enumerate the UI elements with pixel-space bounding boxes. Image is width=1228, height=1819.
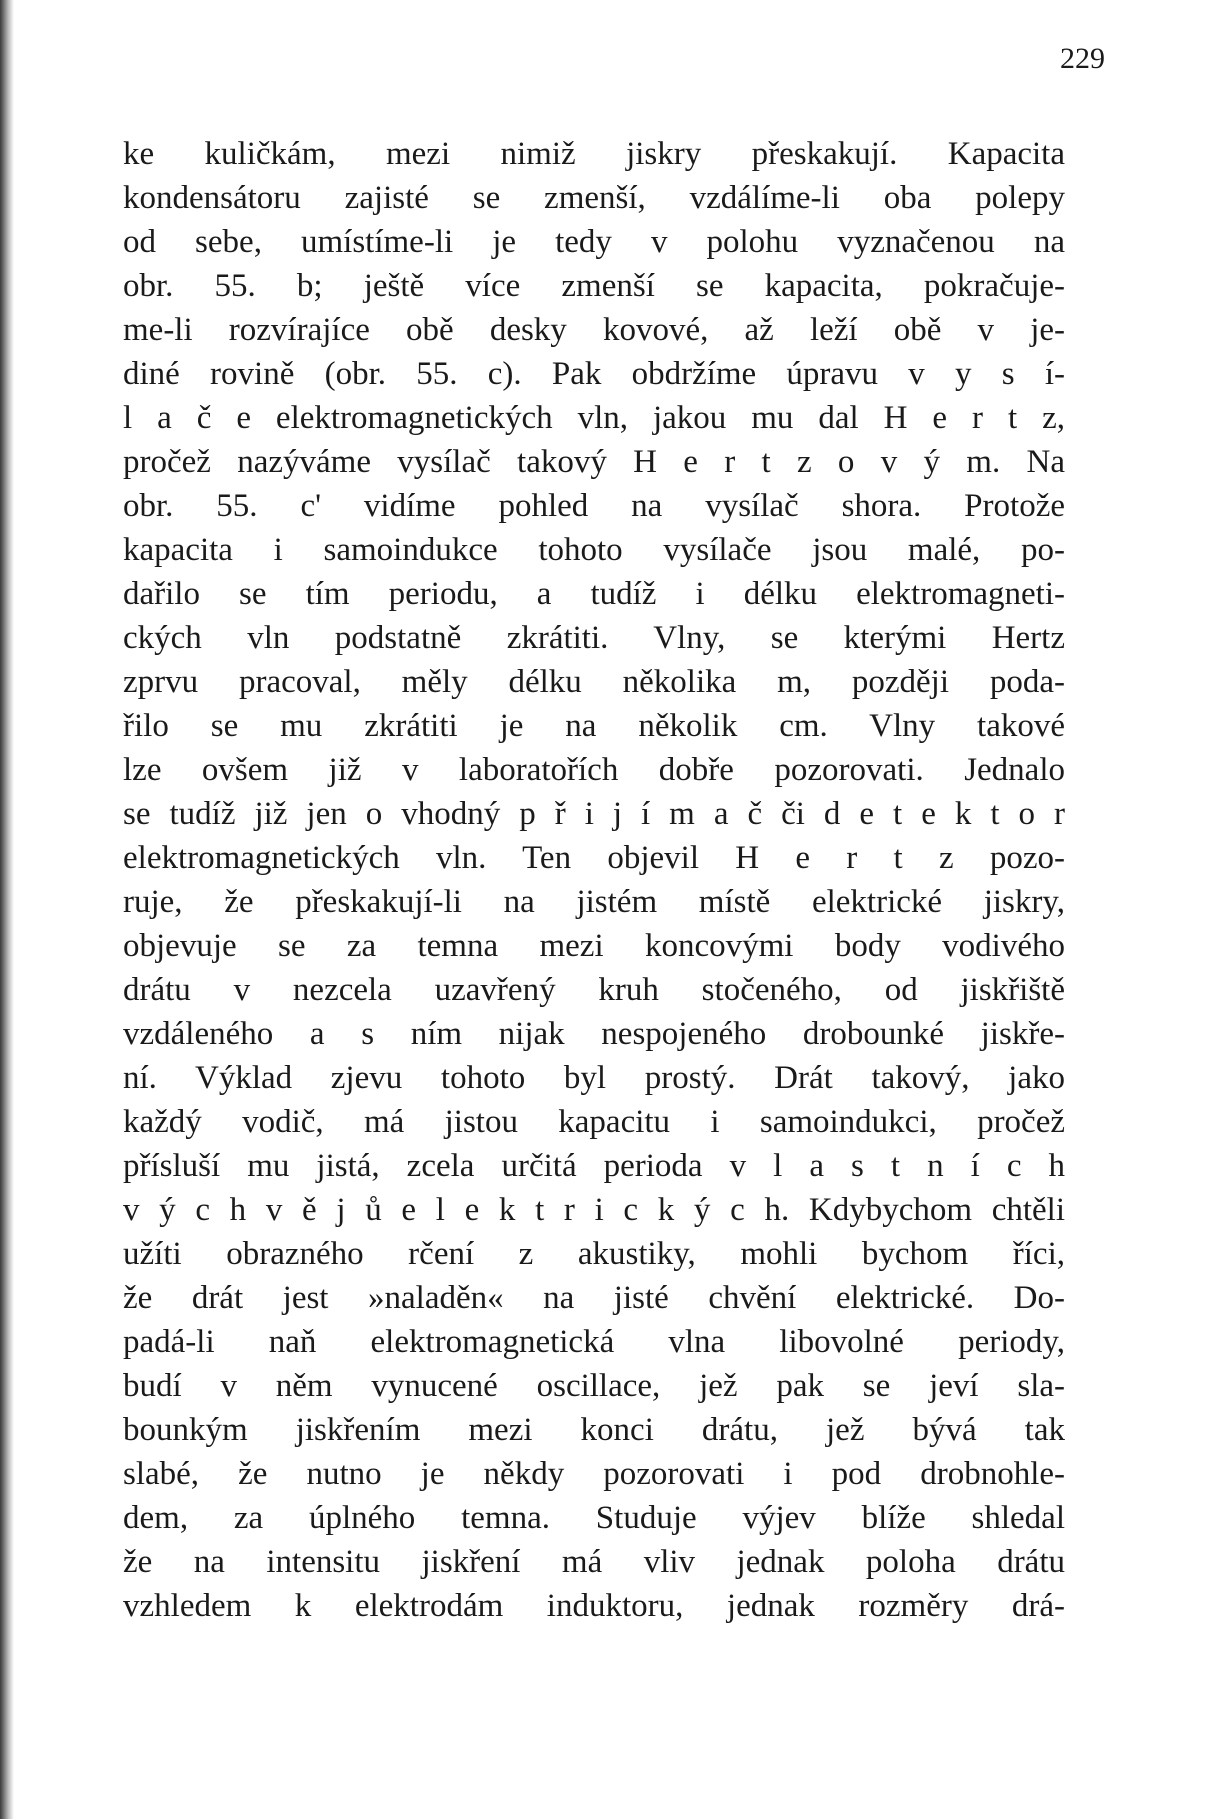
text-line: od sebe, umístíme-li je tedy v polohu vyznačenou na bbox=[123, 224, 1065, 260]
text-line: ke kuličkám, mezi nimiž jiskry přeskakují. Kapacita bbox=[123, 136, 1065, 172]
text-line: kondensátoru zajisté se zmenší, vzdálíme-li oba polepy bbox=[123, 180, 1065, 216]
text-line: užíti obrazného rčení z akustiky, mohli bychom říci, bbox=[123, 1236, 1065, 1272]
text-line: že drát jest »naladěn« na jisté chvění elektrické. Do- bbox=[123, 1280, 1065, 1316]
text-line: obr. 55. b; ještě více zmenší se kapacita, pokračuje- bbox=[123, 268, 1065, 304]
text-line: že na intensitu jiskření má vliv jednak poloha drátu bbox=[123, 1544, 1065, 1580]
text-line: dem, za úplného temna. Studuje výjev blíže shledal bbox=[123, 1500, 1065, 1536]
text-line: drátu v nezcela uzavřený kruh stočeného, od jiskřiště bbox=[123, 972, 1065, 1008]
text-line: ckých vln podstatně zkrátiti. Vlny, se kterými Hertz bbox=[123, 620, 1065, 656]
text-line: přísluší mu jistá, zcela určitá perioda v l a s t n í c h bbox=[123, 1148, 1065, 1184]
text-line: me-li rozvírajíce obě desky kovové, až leží obě v je- bbox=[123, 312, 1065, 348]
text-line: diné rovině (obr. 55. c). Pak obdržíme úpravu v y s í- bbox=[123, 356, 1065, 392]
text-line: dařilo se tím periodu, a tudíž i délku elektromagneti- bbox=[123, 576, 1065, 612]
text-line: ruje, že přeskakují-li na jistém místě elektrické jiskry, bbox=[123, 884, 1065, 920]
text-line: v ý c h v ě j ů e l e k t r i c k ý c h. Kdybychom chtěli bbox=[123, 1192, 1065, 1228]
text-line: řilo se mu zkrátiti je na několik cm. Vlny takové bbox=[123, 708, 1065, 744]
page-edge-shadow bbox=[0, 0, 14, 1819]
text-line: zprvu pracoval, měly délku několika m, později poda- bbox=[123, 664, 1065, 700]
text-line: pročež nazýváme vysílač takový H e r t z o v ý m. Na bbox=[123, 444, 1065, 480]
text-line: vzdáleného a s ním nijak nespojeného drobounké jiskře- bbox=[123, 1016, 1065, 1052]
text-line: každý vodič, má jistou kapacitu i samoindukci, pročež bbox=[123, 1104, 1065, 1140]
text-line: padá-li naň elektromagnetická vlna libovolné periody, bbox=[123, 1324, 1065, 1360]
text-line: kapacita i samoindukce tohoto vysílače jsou malé, po- bbox=[123, 532, 1065, 568]
text-line: budí v něm vynucené oscillace, jež pak se jeví sla- bbox=[123, 1368, 1065, 1404]
text-line: slabé, že nutno je někdy pozorovati i pod drobnohle- bbox=[123, 1456, 1065, 1492]
text-line: lze ovšem již v laboratořích dobře pozorovati. Jednalo bbox=[123, 752, 1065, 788]
text-line: se tudíž již jen o vhodný p ř i j í m a č či d e t e k t o r bbox=[123, 796, 1065, 832]
text-line: vzhledem k elektrodám induktoru, jednak rozměry drá- bbox=[123, 1588, 1065, 1624]
text-line: ní. Výklad zjevu tohoto byl prostý. Drát takový, jako bbox=[123, 1060, 1065, 1096]
text-line: elektromagnetických vln. Ten objevil H e r t z pozo- bbox=[123, 840, 1065, 876]
page-number: 229 bbox=[1060, 42, 1105, 75]
text-line: objevuje se za temna mezi koncovými body vodivého bbox=[123, 928, 1065, 964]
text-line: l a č e elektromagnetických vln, jakou mu dal H e r t z, bbox=[123, 400, 1065, 436]
text-line: obr. 55. c' vidíme pohled na vysílač shora. Protože bbox=[123, 488, 1065, 524]
body-text bbox=[123, 132, 1065, 1628]
text-line: bounkým jiskřením mezi konci drátu, jež bývá tak bbox=[123, 1412, 1065, 1448]
